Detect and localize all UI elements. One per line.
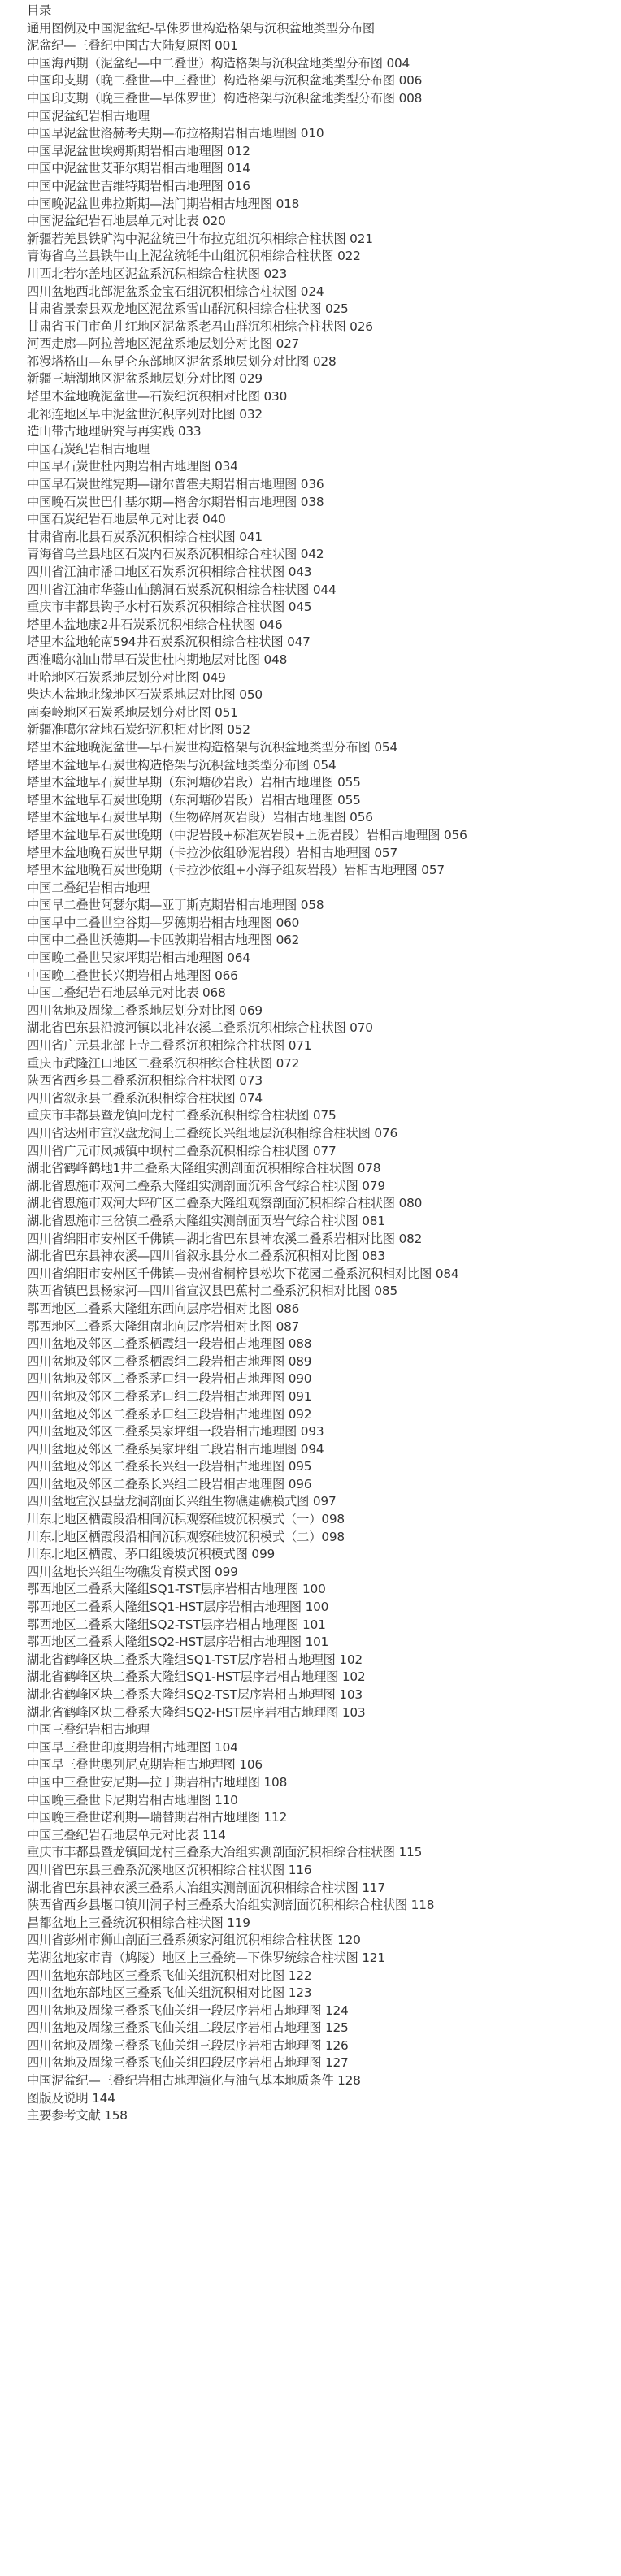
toc-entry[interactable]: 鄂西地区二叠系大隆组SQ2-HST层序岩相古地理图 101 <box>27 1634 329 1650</box>
toc-entry[interactable]: 柴达木盆地北缘地区石炭系地层对比图 050 <box>27 687 263 703</box>
toc-entry[interactable]: 中国早二叠世阿瑟尔期—亚丁斯克期岩相古地理图 058 <box>27 898 324 913</box>
toc-entry[interactable]: 四川盆地及周缘三叠系飞仙关组四段层序岩相古地理图 127 <box>27 2055 349 2071</box>
toc-entry[interactable]: 西准噶尔油山带早石炭世杜内期地层对比图 048 <box>27 652 288 667</box>
toc-entry[interactable]: 中国印支期（晚二叠世—中三叠世）构造格架与沉积盆地类型分布图 006 <box>27 73 423 89</box>
toc-entry[interactable]: 湖北省鹤峰区块二叠系大隆组SQ1-HST层序岩相古地理图 102 <box>27 1669 366 1685</box>
toc-entry[interactable]: 四川省江油市华蓥山仙鹅洞石炭系沉积相综合柱状图 044 <box>27 582 337 597</box>
toc-entry[interactable]: 中国石炭纪岩相古地理 <box>27 441 150 457</box>
toc-entry[interactable]: 四川盆地及周缘三叠系飞仙关组一段层序岩相古地理图 124 <box>27 2002 349 2018</box>
toc-entry[interactable]: 四川省江油市潘口地区石炭系沉积相综合柱状图 043 <box>27 565 312 579</box>
toc-heading: 目录 <box>27 3 52 18</box>
toc-entry[interactable]: 中国中二叠世沃德期—卡匹敦期岩相古地理图 062 <box>27 933 300 948</box>
toc-entry[interactable]: 四川盆地及邻区二叠系栖霞组二段岩相古地理图 089 <box>27 1353 312 1369</box>
toc-entry[interactable]: 中国二叠纪岩相古地理 <box>27 880 150 895</box>
toc-entry[interactable]: 四川省达州市宣汉盘龙洞上二叠统长兴组地层沉积相综合柱状图 076 <box>27 1126 397 1141</box>
toc-entry[interactable]: 中国中泥盆世吉维特期岩相古地理图 016 <box>27 178 250 193</box>
toc-entry[interactable]: 四川盆地及邻区二叠系长兴组一段岩相古地理图 095 <box>27 1459 312 1474</box>
toc-entry[interactable]: 南秦岭地区石炭系地层划分对比图 051 <box>27 704 238 720</box>
toc-entry[interactable]: 四川省广元市凤城镇中坝村二叠系沉积相综合柱状图 077 <box>27 1143 337 1158</box>
toc-entry[interactable]: 四川盆地宣汉县盘龙洞剖面长兴组生物礁建礁模式图 097 <box>27 1494 337 1509</box>
toc-entry[interactable]: 湖北省巴东县沿渡河镇以北神农溪二叠系沉积相综合柱状图 070 <box>27 1020 373 1036</box>
toc-entry[interactable]: 中国早三叠世印度期岩相古地理图 104 <box>27 1739 238 1755</box>
toc-entry[interactable]: 中国三叠纪岩相古地理 <box>27 1722 150 1738</box>
toc-entry[interactable]: 重庆市丰都县钩子水村石炭系沉积相综合柱状图 045 <box>27 600 312 615</box>
toc-entry[interactable]: 川东北地区栖霞段沿相间沉积观察硅坡沉积模式（一）098 <box>27 1512 345 1527</box>
toc-entry[interactable]: 新疆若羌县铁矿沟中泥盆统巴什布拉克组沉积相综合柱状图 021 <box>27 231 373 246</box>
toc-entry[interactable]: 中国泥盆纪岩相古地理 <box>27 108 150 123</box>
toc-entry[interactable]: 重庆市武隆江口地区二叠系沉积相综合柱状图 072 <box>27 1055 300 1071</box>
toc-entry[interactable]: 四川盆地及周缘三叠系飞仙关组三段层序岩相古地理图 126 <box>27 2037 349 2053</box>
toc-entry[interactable]: 中国早泥盆世埃姆斯期岩相古地理图 012 <box>27 143 250 158</box>
toc-entry[interactable]: 中国中泥盆世艾菲尔期岩相古地理图 014 <box>27 161 250 176</box>
toc-entry[interactable]: 祁漫塔格山—东昆仑东部地区泥盆系地层划分对比图 028 <box>27 353 337 369</box>
toc-entry[interactable]: 青海省乌兰县地区石炭内石炭系沉积相综合柱状图 042 <box>27 547 324 562</box>
toc-entry[interactable]: 湖北省鹤峰区块二叠系大隆组SQ1-TST层序岩相古地理图 102 <box>27 1652 363 1667</box>
toc-entry[interactable]: 四川省叙永县二叠系沉积相综合柱状图 074 <box>27 1090 263 1106</box>
toc-entry[interactable]: 中国早泥盆世洛赫考夫期—布拉格期岩相古地理图 010 <box>27 126 324 141</box>
toc-entry[interactable]: 湖北省恩施市三岔镇二叠系大隆组实测剖面页岩气综合柱状图 081 <box>27 1213 385 1228</box>
toc-entry[interactable]: 四川省绵阳市安州区千佛镇—湖北省巴东县神农溪二叠系岩相对比图 082 <box>27 1231 423 1246</box>
toc-entry[interactable]: 甘肃省玉门市鱼儿红地区泥盆系老君山群沉积相综合柱状图 026 <box>27 318 373 334</box>
toc-entry[interactable]: 塔里木盆地早石炭世构造格架与沉积盆地类型分布图 054 <box>27 757 337 773</box>
toc-entry[interactable]: 川西北若尔盖地区泥盆系沉积相综合柱状图 023 <box>27 266 288 281</box>
toc-entry[interactable]: 陕西省西乡县堰口镇川洞子村三叠系大冶组实测剖面沉积相综合柱状图 118 <box>27 1898 435 1913</box>
toc-entry[interactable]: 川东北地区栖霞段沿相间沉积观察硅坡沉积模式（二）098 <box>27 1529 345 1544</box>
toc-entry[interactable]: 中国晚石炭世巴什基尔期—格舍尔期岩相古地理图 038 <box>27 494 324 509</box>
toc-entry[interactable]: 湖北省鹤峰鹤地1井二叠系大隆组实测剖面沉积相综合柱状图 078 <box>27 1161 381 1176</box>
toc-entry[interactable]: 中国泥盆纪—三叠纪岩相古地理演化与油气基本地质条件 128 <box>27 2073 361 2089</box>
toc-entry[interactable]: 中国印支期（晚三叠世—早侏罗世）构造格架与沉积盆地类型分布图 008 <box>27 90 423 106</box>
toc-entry[interactable]: 重庆市丰都县暨龙镇回龙村三叠系大冶组实测剖面沉积相综合柱状图 115 <box>27 1845 423 1860</box>
toc-entry[interactable]: 中国早中二叠世空谷期—罗德期岩相古地理图 060 <box>27 915 300 930</box>
toc-entry[interactable]: 图版及说明 144 <box>27 2090 115 2106</box>
toc-entry[interactable]: 四川盆地及周缘三叠系飞仙关组二段层序岩相古地理图 125 <box>27 2020 349 2036</box>
toc-entry[interactable]: 新疆准噶尔盆地石炭纪沉积相对比图 052 <box>27 722 250 738</box>
toc-entry[interactable]: 四川盆地及周缘二叠系地层划分对比图 069 <box>27 1002 263 1018</box>
toc-entry[interactable]: 新疆三塘湖地区泥盆系地层划分对比图 029 <box>27 371 263 387</box>
toc-entry[interactable]: 主要参考文献 158 <box>27 2108 128 2124</box>
toc-entry[interactable]: 通用图例及中国泥盆纪-早侏罗世构造格架与沉积盆地类型分布图 <box>27 20 376 36</box>
toc-entry[interactable]: 四川省巴东县三叠系沉溪地区沉积相综合柱状图 116 <box>27 1862 312 1877</box>
toc-entry[interactable]: 甘肃省南北县石炭系沉积相综合柱状图 041 <box>27 529 263 544</box>
toc-entry[interactable]: 中国三叠纪岩石地层单元对比表 114 <box>27 1827 226 1842</box>
toc-entry[interactable]: 四川盆地东部地区三叠系飞仙关组沉积相对比图 122 <box>27 1968 312 1983</box>
toc-entry[interactable]: 湖北省恩施市双河二叠系大隆组实测剖面沉积含气综合柱状图 079 <box>27 1178 385 1193</box>
toc-entry[interactable]: 塔里木盆地早石炭世晚期（中泥岩段+标准灰岩段+上泥岩段）岩相古地理图 056 <box>27 827 467 842</box>
toc-entry[interactable]: 中国中三叠世安尼期—拉丁期岩相古地理图 108 <box>27 1774 288 1790</box>
toc-entry[interactable]: 中国晚泥盆世弗拉斯期—法门期岩相古地理图 018 <box>27 196 300 211</box>
toc-entry[interactable]: 陕西省西乡县二叠系沉积相综合柱状图 073 <box>27 1073 263 1089</box>
toc-entry[interactable]: 四川省彭州市狮山剖面三叠系须家河组沉积相综合柱状图 120 <box>27 1933 361 1948</box>
toc-entry[interactable]: 泥盆纪—三叠纪中国古大陆复原图 001 <box>27 38 238 54</box>
toc-entry[interactable]: 四川盆地及邻区二叠系茅口组二段岩相古地理图 091 <box>27 1388 312 1404</box>
toc-entry[interactable]: 四川盆地及邻区二叠系长兴组二段岩相古地理图 096 <box>27 1476 312 1491</box>
toc-entry[interactable]: 四川盆地及邻区二叠系吴家坪组二段岩相古地理图 094 <box>27 1441 324 1457</box>
toc-entry[interactable]: 塔里木盆地晚石炭世早期（卡拉沙依组砂泥岩段）岩相古地理图 057 <box>27 845 397 860</box>
toc-entry[interactable]: 湖北省巴东县神农溪—四川省叙永县分水二叠系沉积相对比图 083 <box>27 1249 385 1264</box>
table-of-contents <box>27 2 616 2125</box>
toc-entry[interactable]: 芜湖盆地家市青（鸠陵）地区上三叠统—下侏罗统综合柱状图 121 <box>27 1950 385 1965</box>
toc-entry[interactable]: 北祁连地区早中泥盆世沉积序列对比图 032 <box>27 406 263 422</box>
toc-entry[interactable]: 塔里木盆地晚泥盆世—石炭纪沉积相对比图 030 <box>27 389 288 405</box>
toc-entries <box>27 20 616 2125</box>
toc-entry[interactable]: 四川省绵阳市安州区千佛镇—贵州省桐梓县松坎下花园二叠系沉积相对比图 084 <box>27 1266 459 1281</box>
toc-entry[interactable]: 鄂西地区二叠系大隆组SQ1-TST层序岩相古地理图 100 <box>27 1582 326 1597</box>
toc-entry[interactable]: 青海省乌兰县铁牛山上泥盆统牦牛山组沉积相综合柱状图 022 <box>27 249 361 264</box>
toc-entry[interactable]: 昌都盆地上三叠统沉积相综合柱状图 119 <box>27 1915 250 1930</box>
toc-entry[interactable]: 中国晚二叠世长兴期岩相古地理图 066 <box>27 968 238 983</box>
toc-entry[interactable]: 塔里木盆地晚泥盆世—早石炭世构造格架与沉积盆地类型分布图 054 <box>27 739 397 755</box>
toc-entry[interactable]: 塔里木盆地晚石炭世晚期（卡拉沙依组+小海子组灰岩段）岩相古地理图 057 <box>27 863 445 878</box>
toc-entry[interactable]: 中国晚三叠世诺利期—瑞替期岩相古地理图 112 <box>27 1810 288 1825</box>
toc-entry[interactable]: 四川省广元县北部上寺二叠系沉积相综合柱状图 071 <box>27 1038 312 1054</box>
toc-entry[interactable]: 陕西省镇巴县杨家河—四川省宣汉县巴蕉村二叠系沉积相对比图 085 <box>27 1284 397 1299</box>
toc-entry[interactable]: 四川盆地东部地区三叠系飞仙关组沉积相对比图 123 <box>27 1985 312 2001</box>
toc-entry[interactable]: 四川盆地及邻区二叠系茅口组一段岩相古地理图 090 <box>27 1371 312 1387</box>
toc-entry[interactable]: 中国早石炭世维宪期—谢尔普霍夫期岩相古地理图 036 <box>27 477 324 492</box>
toc-entry[interactable]: 鄂西地区二叠系大隆组南北向层序岩相对比图 087 <box>27 1318 300 1334</box>
toc-entry[interactable]: 中国泥盆纪岩石地层单元对比表 020 <box>27 214 226 229</box>
toc-entry[interactable]: 鄂西地区二叠系大隆组SQ1-HST层序岩相古地理图 100 <box>27 1600 329 1615</box>
toc-entry[interactable]: 中国晚二叠世吴家坪期岩相古地理图 064 <box>27 950 250 966</box>
toc-entry[interactable]: 塔里木盆地早石炭世早期（东河塘砂岩段）岩相古地理图 055 <box>27 775 361 790</box>
toc-entry[interactable]: 河西走廊—阿拉善地区泥盆系地层划分对比图 027 <box>27 336 300 352</box>
toc-entry[interactable]: 造山带古地理研究与再实践 033 <box>27 424 202 439</box>
toc-entry[interactable]: 甘肃省景泰县双龙地区泥盆系雪山群沉积相综合柱状图 025 <box>27 301 349 317</box>
toc-entry[interactable]: 中国早三叠世奥列尼克期岩相古地理图 106 <box>27 1757 263 1773</box>
toc-entry[interactable]: 四川盆地及邻区二叠系吴家坪组一段岩相古地理图 093 <box>27 1424 324 1440</box>
toc-entry[interactable]: 湖北省鹤峰区块二叠系大隆组SQ2-TST层序岩相古地理图 103 <box>27 1687 363 1702</box>
toc-entry[interactable]: 吐哈地区石炭系地层划分对比图 049 <box>27 669 226 685</box>
toc-entry[interactable]: 川东北地区栖霞、茅口组缓坡沉积模式图 099 <box>27 1547 276 1562</box>
toc-entry[interactable]: 鄂西地区二叠系大隆组SQ2-TST层序岩相古地理图 101 <box>27 1617 326 1632</box>
toc-entry[interactable]: 四川盆地长兴组生物礁发育模式图 099 <box>27 1564 238 1579</box>
toc-entry[interactable]: 四川盆地及邻区二叠系茅口组三段岩相古地理图 092 <box>27 1406 312 1422</box>
toc-entry[interactable]: 中国海西期（泥盆纪—中二叠世）构造格架与沉积盆地类型分布图 004 <box>27 55 410 71</box>
toc-entry[interactable]: 湖北省恩施市双河大坪矿区二叠系大隆组观察剖面沉积相综合柱状图 080 <box>27 1196 423 1211</box>
toc-entry[interactable]: 湖北省鹤峰区块二叠系大隆组SQ2-HST层序岩相古地理图 103 <box>27 1704 366 1720</box>
toc-entry[interactable]: 四川盆地西北部泥盆系金宝石组沉积相综合柱状图 024 <box>27 284 324 299</box>
toc-entry[interactable]: 四川盆地及邻区二叠系栖霞组一段岩相古地理图 088 <box>27 1336 312 1352</box>
toc-entry[interactable]: 湖北省巴东县神农溪三叠系大冶组实测剖面沉积相综合柱状图 117 <box>27 1880 385 1895</box>
toc-entry[interactable]: 中国石炭纪岩石地层单元对比表 040 <box>27 512 226 527</box>
toc-entry[interactable]: 中国二叠纪岩石地层单元对比表 068 <box>27 985 226 1001</box>
toc-entry[interactable]: 塔里木盆地康2井石炭系沉积相综合柱状图 046 <box>27 617 283 632</box>
toc-entry[interactable]: 塔里木盆地早石炭世早期（生物碎屑灰岩段）岩相古地理图 056 <box>27 810 373 825</box>
toc-entry[interactable]: 塔里木盆地轮南594井石炭系沉积相综合柱状图 047 <box>27 634 310 650</box>
toc-entry[interactable]: 鄂西地区二叠系大隆组东西向层序岩相对比图 086 <box>27 1301 300 1316</box>
toc-entry[interactable]: 重庆市丰都县暨龙镇回龙村二叠系沉积相综合柱状图 075 <box>27 1108 337 1123</box>
toc-entry[interactable]: 中国晚三叠世卡尼期岩相古地理图 110 <box>27 1792 238 1808</box>
toc-entry[interactable]: 塔里木盆地早石炭世晚期（东河塘砂岩段）岩相古地理图 055 <box>27 792 361 807</box>
toc-entry[interactable]: 中国早石炭世杜内期岩相古地理图 034 <box>27 459 238 474</box>
